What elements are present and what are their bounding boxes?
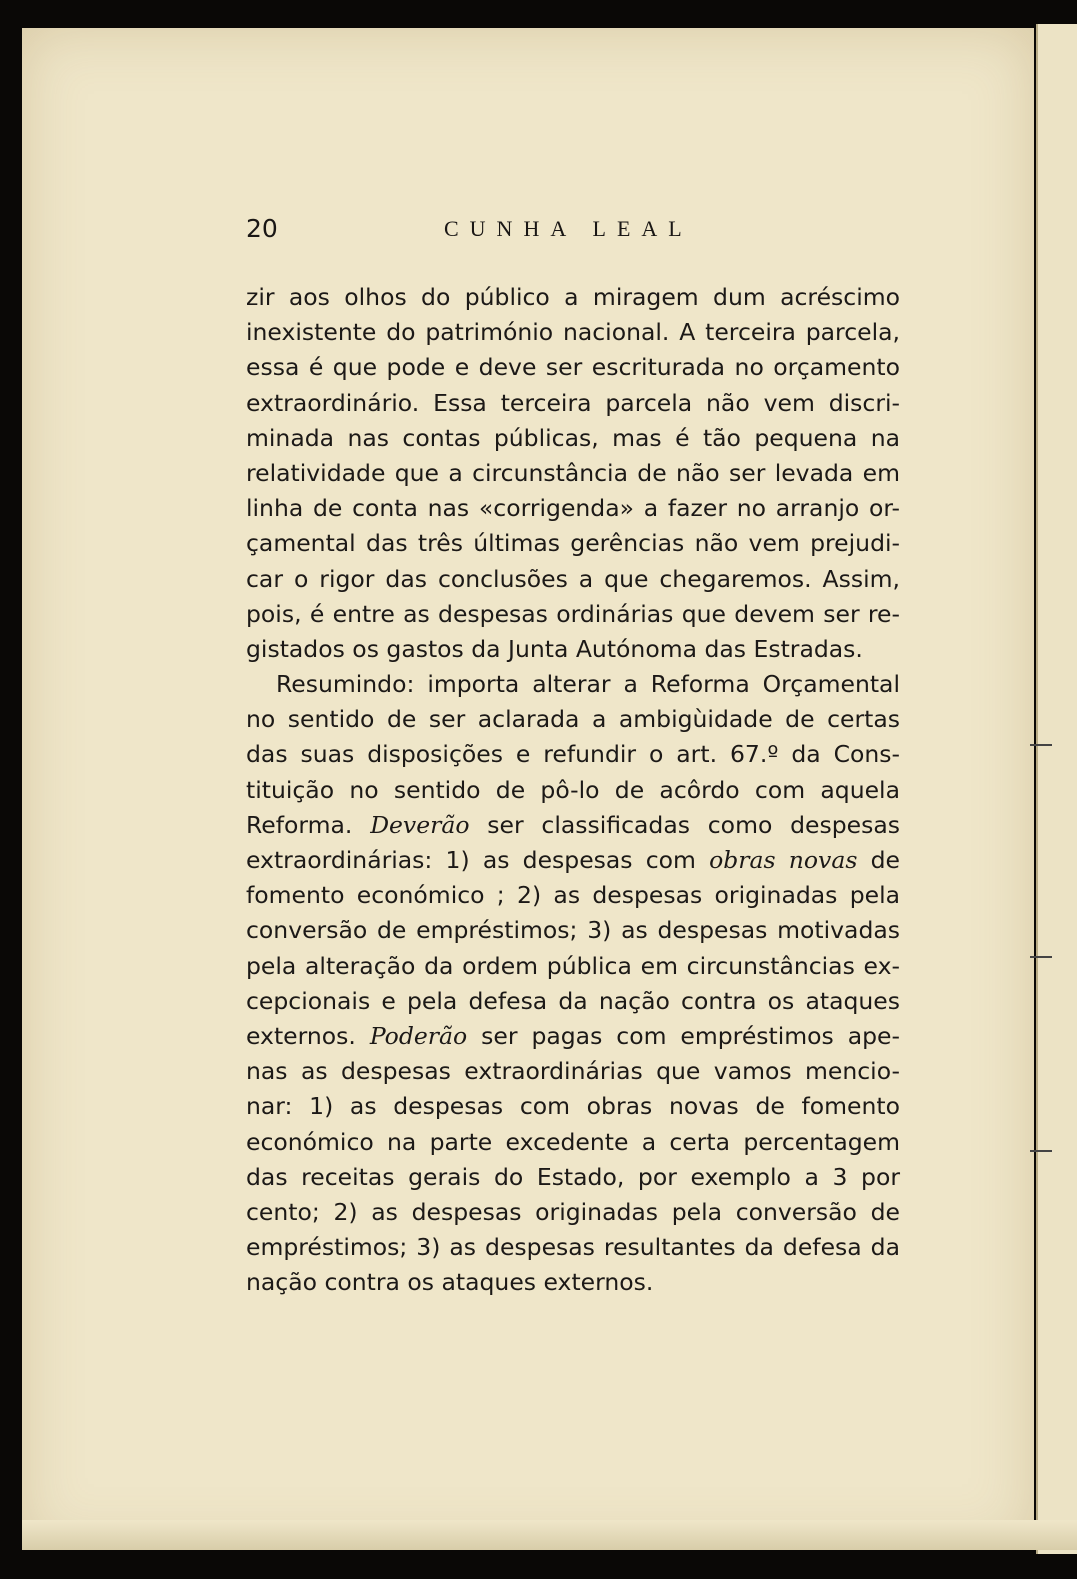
text-line bbox=[246, 456, 900, 491]
text-run: pois, é entre as despesas ordinárias que devem ser re- bbox=[246, 599, 900, 628]
text-line bbox=[246, 737, 900, 772]
next-page-edge bbox=[1036, 24, 1077, 1554]
body-text bbox=[246, 280, 900, 1300]
italic-text: Deverão bbox=[370, 810, 470, 839]
text-line bbox=[246, 1089, 900, 1124]
text-line bbox=[246, 562, 900, 597]
text-line bbox=[246, 773, 900, 808]
text-line bbox=[246, 949, 900, 984]
text-line bbox=[246, 526, 900, 561]
text-line bbox=[246, 421, 900, 456]
running-head: CUNHA LEAL bbox=[444, 216, 693, 241]
edge-mark bbox=[1030, 1150, 1052, 1152]
text-run: car o rigor das conclusões a que chegaremos. Assim, bbox=[246, 564, 900, 593]
text-run: cepcionais e pela defesa da nação contra os ataques bbox=[246, 986, 900, 1015]
text-run: minada nas contas públicas, mas é tão pequena na bbox=[246, 423, 900, 452]
text-line bbox=[246, 984, 900, 1019]
text-run: extraordinário. Essa terceira parcela não vem discri- bbox=[246, 388, 900, 417]
text-run: fomento económico ; 2) as despesas originadas pela bbox=[246, 881, 900, 910]
text-run: essa é que pode e deve ser escriturada no orçamento bbox=[246, 353, 900, 382]
text-run: das receitas gerais do Estado, por exemplo a 3 por bbox=[246, 1162, 900, 1191]
text-line bbox=[246, 843, 900, 878]
text-line bbox=[246, 1160, 900, 1195]
text-line bbox=[246, 1019, 900, 1054]
text-run: nação contra os ataques externos. bbox=[246, 1268, 654, 1297]
text-run: Reforma. bbox=[246, 810, 371, 839]
text-run: de bbox=[857, 846, 900, 874]
italic-text: Poderão bbox=[369, 1021, 468, 1050]
text-run: externos. bbox=[246, 1021, 370, 1050]
edge-mark bbox=[1030, 956, 1052, 958]
text-run: cento; 2) as despesas originadas pela conversão de bbox=[246, 1197, 900, 1226]
text-line bbox=[246, 1230, 900, 1265]
text-line bbox=[246, 1054, 900, 1089]
page-header bbox=[246, 214, 906, 250]
text-run: relatividade que a circunstância de não ser levada em bbox=[246, 458, 900, 487]
text-run: ser pagas com empréstimos ape- bbox=[467, 1021, 900, 1050]
edge-mark bbox=[1030, 744, 1052, 746]
text-line bbox=[246, 702, 900, 737]
text-line bbox=[246, 315, 900, 350]
italic-text: obras novas bbox=[709, 846, 858, 874]
text-run: çamental das três últimas gerências não vem prejudi- bbox=[246, 529, 900, 558]
text-line bbox=[246, 878, 900, 913]
text-run: conversão de empréstimos; 3) as despesas motivadas bbox=[246, 916, 900, 945]
text-line bbox=[246, 280, 900, 315]
text-line bbox=[246, 1265, 900, 1300]
text-run: linha de conta nas «corrigenda» a fazer no arranjo or- bbox=[246, 494, 900, 523]
text-run: empréstimos; 3) as despesas resultantes da defesa da bbox=[246, 1233, 900, 1262]
text-run: das suas disposições e refundir o art. 67.º da Cons- bbox=[246, 740, 900, 769]
text-line bbox=[246, 597, 900, 632]
text-line bbox=[246, 667, 900, 702]
text-run: zir aos olhos do público a miragem dum acréscimo bbox=[246, 283, 900, 311]
page-bottom-edge bbox=[22, 1520, 1077, 1550]
text-run: inexistente do património nacional. A terceira parcela, bbox=[246, 318, 900, 347]
text-run: Resumindo: importa alterar a Reforma Orçamental bbox=[276, 670, 900, 699]
text-line bbox=[246, 632, 900, 667]
text-line bbox=[246, 491, 900, 526]
text-run: nar: 1) as despesas com obras novas de fomento bbox=[246, 1092, 900, 1121]
text-line bbox=[246, 1195, 900, 1230]
text-run: no sentido de ser aclarada a ambigùidade de certas bbox=[246, 705, 900, 734]
text-run: nas as despesas extraordinárias que vamos mencio- bbox=[246, 1057, 900, 1086]
text-run: ser classificadas como despesas bbox=[469, 810, 900, 839]
text-run: gistados os gastos da Junta Autónoma das Estradas. bbox=[246, 634, 863, 663]
text-line bbox=[246, 808, 900, 843]
text-line bbox=[246, 350, 900, 385]
text-line bbox=[246, 913, 900, 948]
text-run: tituição no sentido de pô-lo de acôrdo com aquela bbox=[246, 775, 900, 804]
text-run: económico na parte excedente a certa percentagem bbox=[246, 1127, 900, 1156]
text-run: pela alteração da ordem pública em circunstâncias ex- bbox=[246, 951, 900, 980]
page-number: 20 bbox=[246, 214, 278, 243]
text-run: extraordinárias: 1) as despesas com bbox=[246, 846, 710, 874]
text-line bbox=[246, 386, 900, 421]
text-line bbox=[246, 1125, 900, 1160]
